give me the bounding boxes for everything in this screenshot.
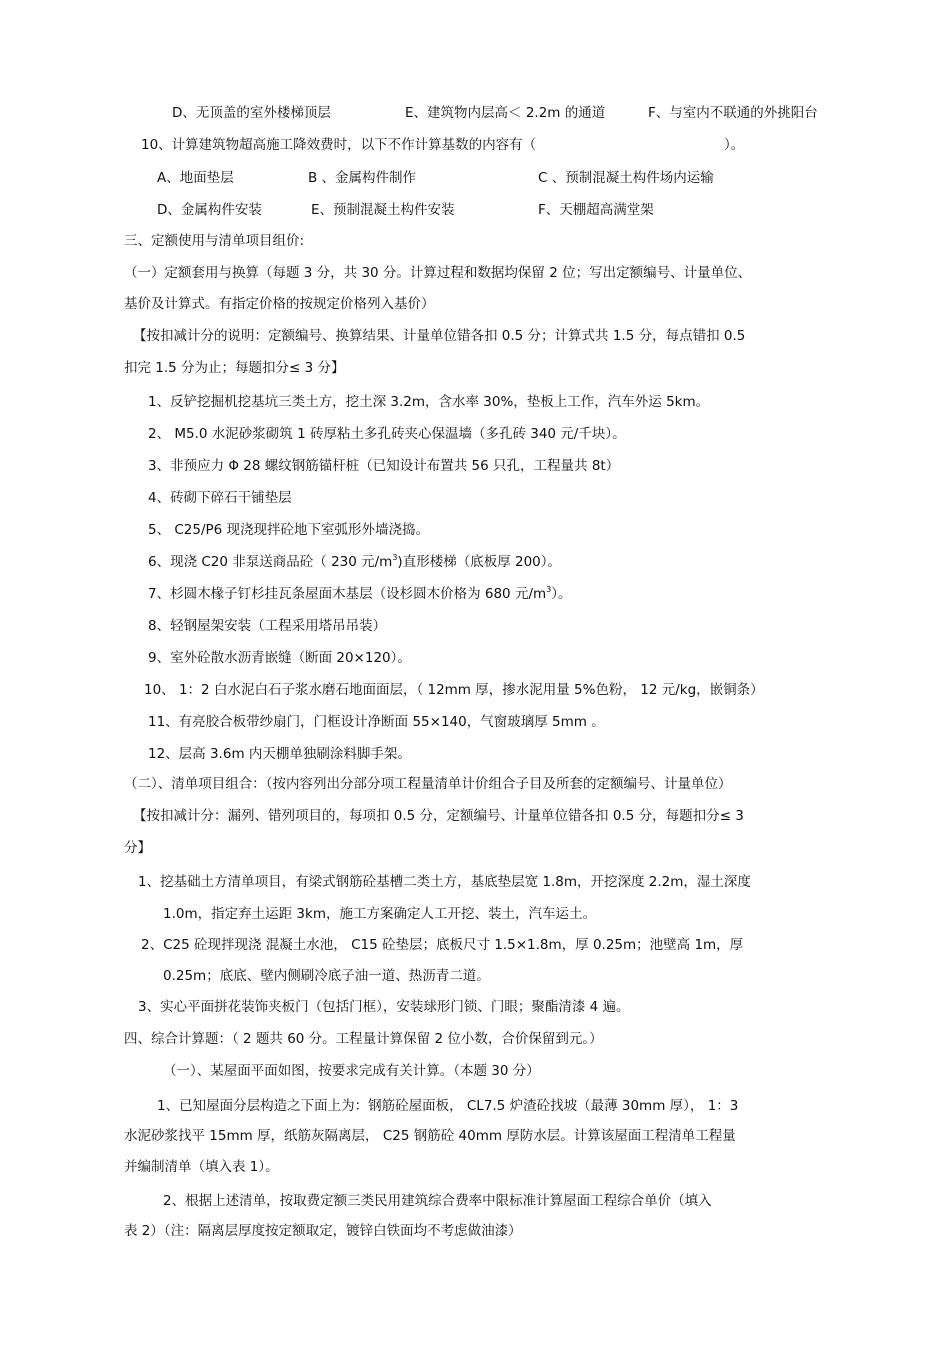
quota-item-3: 3、非预应力 Φ 28 螺纹钢筋锚杆桩（已知设计布置共 56 只孔，工程量共 8t）: [148, 458, 620, 474]
quota-item-6: [148, 552, 561, 572]
section-3-part1-line1: （一）定额套用与换算（每题 3 分，共 30 分。计算过程和数据均保留 2 位；写出定额编号、计量单位、: [124, 265, 752, 281]
quota-item-10: 10、 1：2 白水泥白石子浆水磨石地面面层，（ 12mm 厚，掺水泥用量 5%色粉， 12 元/kg，嵌铜条）: [144, 682, 764, 698]
section-4-q2-line1: 2、根据上述清单，按取费定额三类民用建筑综合费率中限标准计算屋面工程综合单价（填入: [163, 1193, 712, 1209]
section-3-rule1-line1: 【按扣减计分的说明：定额编号、换算结果、计量单位错各扣 0.5 分；计算式共 1.5 分，每点错扣 0.5: [133, 328, 746, 344]
option-10-b: B 、金属构件制作: [308, 170, 417, 186]
quota-item-2: 2、 M5.0 水泥砂浆砌筑 1 砖厚粘土多孔砖夹心保温墙（多孔砖 340 元/千块）。: [148, 426, 626, 442]
section-4-q1-line3: 并编制清单（填入表 1）。: [124, 1159, 279, 1175]
bill-item-3: 3、实心平面拼花装饰夹板门（包括门框），安装球形门锁、门眼；聚酯清漆 4 遍。: [138, 999, 630, 1015]
option-10-c: C 、预制混凝土构件场内运输: [538, 170, 714, 186]
option-10-e: E、预制混凝土构件安装: [311, 202, 455, 218]
bill-item-2-line1: 2、C25 砼现拌现浇 混凝土水池， C15 砼垫层；底板尺寸 1.5×1.8m，厚 0.25m；池壁高 1m，厚: [141, 937, 744, 953]
quota-item-7-text: 7、杉圆木椽子钉杉挂瓦条屋面木基层（设杉圆木价格为 680 元/m: [148, 586, 547, 602]
quota-item-6-text: 6、现浇 C20 非泵送商品砼（ 230 元/m: [148, 554, 393, 570]
section-3-rule2-line1: 【按扣减计分：漏列、错列项目的，每项扣 0.5 分，定额编号、计量单位错各扣 0.5 分，每题扣分≤ 3: [133, 808, 744, 824]
option-9-e: E、建筑物内层高＜ 2.2m 的通道: [405, 105, 606, 121]
bill-item-1-line1: 1、挖基础土方清单项目，有梁式钢筋砼基槽二类土方，基底垫层宽 1.8m，开挖深度 2.2m，湿土深度: [138, 874, 751, 890]
section-3-part1-line2: 基价及计算式。有指定价格的按规定价格列入基价）: [124, 296, 435, 312]
quota-item-7-tail: ）。: [551, 586, 572, 602]
quota-item-7-sup: 3: [546, 585, 552, 594]
quota-item-8: 8、轻钢屋架安装（工程采用塔吊吊装）: [148, 618, 387, 634]
question-10-close: ）。: [724, 137, 745, 153]
quota-item-11: 11、有亮胶合板带纱扇门，门框设计净断面 55×140，气窗玻璃厚 5mm 。: [148, 714, 605, 730]
option-10-a: A、地面垫层: [157, 170, 234, 186]
bill-item-2-line2: 0.25m；底底、壁内侧刷冷底子油一道、热沥青二道。: [163, 968, 490, 984]
quota-item-9: 9、室外砼散水沥青嵌缝（断面 20×120）。: [148, 650, 411, 666]
quota-item-6-tail: )直形楼梯（底板厚 200）。: [397, 554, 561, 570]
section-4-q1-line1: 1、已知屋面分层构造之下面上为：钢筋砼屋面板， CL7.5 炉渣砼找坡（最薄 30mm 厚）， 1：3: [157, 1098, 739, 1114]
section-4-q2-line2: 表 2）（注：隔离层厚度按定额取定，镀锌白铁面均不考虑做油漆）: [124, 1223, 522, 1239]
quota-item-7: [148, 584, 571, 604]
section-4-sub1: （一）、某屋面平面如图，按要求完成有关计算。（本题 30 分）: [163, 1063, 540, 1079]
section-3-part2-title: （二）、清单项目组合：（按内容列出分部分项工程量清单计价组合子目及所套的定额编号、计量单位）: [124, 776, 732, 792]
quota-item-6-sup: 3: [392, 553, 398, 562]
section-3-rule2-line2: 分】: [124, 840, 151, 856]
quota-item-1: 1、反铲挖掘机挖基坑三类土方，挖土深 3.2m，含水率 30%，垫板上工作，汽车外运 5km。: [148, 394, 710, 410]
question-10: 10、计算建筑物超高施工降效费时，以下不作计算基数的内容有（: [141, 137, 537, 153]
section-3-title: 三、定额使用与清单项目组价:: [124, 233, 305, 249]
section-4-q1-line2: 水泥砂浆找平 15mm 厚，纸筋灰隔离层， C25 钢筋砼 40mm 厚防水层。计算该屋面工程清单工程量: [124, 1128, 736, 1144]
quota-item-5: 5、 C25/P6 现浇现拌砼地下室弧形外墙浇捣。: [148, 522, 430, 538]
quota-item-4: 4、砖砌下碎石干铺垫层: [148, 490, 292, 506]
section-3-rule1-line2: 扣完 1.5 分为止；每题扣分≤ 3 分】: [124, 360, 345, 376]
quota-item-12: 12、层高 3.6m 内天棚单独刷涂料脚手架。: [148, 746, 411, 762]
section-4-title: 四、综合计算题：（ 2 题共 60 分。工程量计算保留 2 位小数，合价保留到元。）: [124, 1031, 603, 1047]
option-9-d: D、无顶盖的室外楼梯顶层: [172, 105, 331, 121]
option-10-d: D、金属构件安装: [157, 202, 262, 218]
option-9-f: F、与室内不联通的外挑阳台: [648, 105, 818, 121]
bill-item-1-line2: 1.0m，指定弃土运距 3km，施工方案确定人工开挖、装土，汽车运土。: [163, 906, 596, 922]
option-10-f: F、天棚超高满堂架: [538, 202, 654, 218]
